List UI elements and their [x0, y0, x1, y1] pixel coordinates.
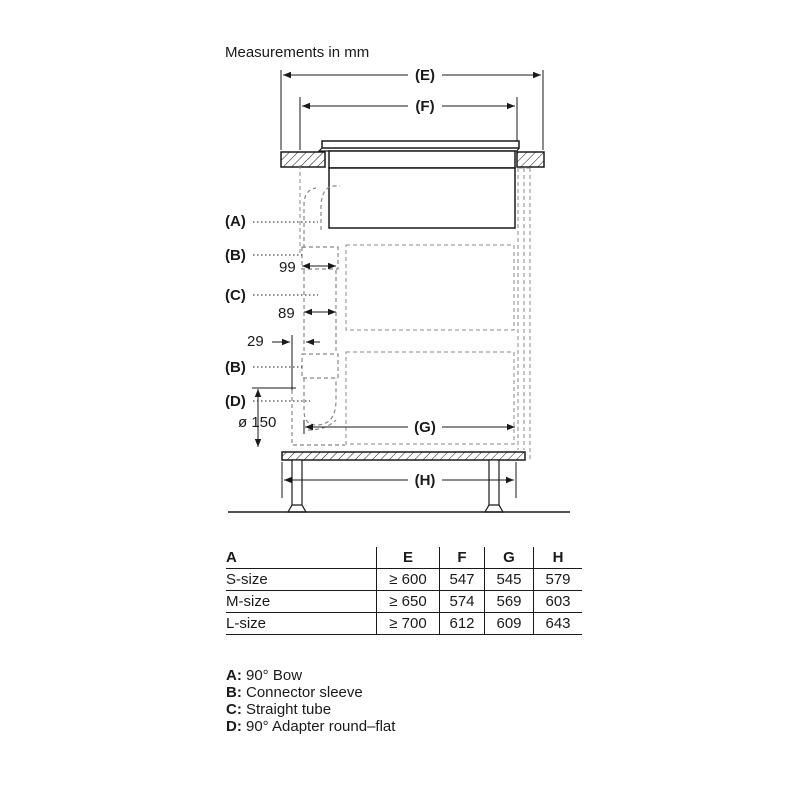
dimension-e	[281, 67, 543, 150]
measure-29: 29	[247, 333, 264, 350]
table-cell: 603	[534, 591, 583, 613]
label-e: (E)	[415, 67, 435, 84]
label-a: (A)	[225, 213, 246, 230]
table-cell: ≥ 600	[377, 569, 440, 591]
table-header-row	[226, 547, 582, 569]
label-d: (D)	[225, 393, 246, 410]
table-cell: M-size	[226, 591, 377, 613]
legend-item	[226, 701, 395, 718]
table-cell: 643	[534, 613, 583, 635]
measure-89: 89	[278, 305, 295, 322]
legend-text: 90° Adapter round–flat	[241, 718, 396, 735]
table-cell: L-size	[226, 613, 377, 635]
legend-item	[226, 718, 395, 735]
legend-item	[226, 667, 395, 684]
caption: Measurements in mm	[225, 44, 370, 61]
parts-legend	[226, 667, 395, 735]
table-row	[226, 569, 582, 591]
table-cell: 574	[440, 591, 485, 613]
hob-unit	[319, 141, 519, 228]
table-header-cell: F	[440, 547, 485, 569]
plinth	[228, 452, 570, 512]
label-f: (F)	[415, 98, 435, 115]
dimension-h	[282, 462, 516, 498]
table-cell: 545	[485, 569, 534, 591]
legend-text: 90° Bow	[241, 667, 303, 684]
table-cell: S-size	[226, 569, 377, 591]
measure-89-group	[278, 305, 336, 322]
table-header-cell: E	[377, 547, 440, 569]
legend-key: B:	[226, 684, 242, 701]
legend-text: Connector sleeve	[241, 684, 363, 701]
measure-diameter: ø 150	[238, 414, 277, 431]
table-row	[226, 591, 582, 613]
table-header-cell: G	[485, 547, 534, 569]
table-cell: ≥ 650	[377, 591, 440, 613]
table-cell: 612	[440, 613, 485, 635]
table-cell: 609	[485, 613, 534, 635]
part-label-a	[225, 213, 318, 230]
measure-29-group	[247, 333, 320, 390]
label-b-upper: (B)	[225, 247, 246, 264]
legend-item	[226, 684, 395, 701]
part-label-b-upper	[225, 247, 336, 276]
table-header-cell: A	[226, 547, 377, 569]
label-h: (H)	[414, 472, 436, 489]
part-label-d	[225, 388, 310, 447]
table-cell: 569	[485, 591, 534, 613]
table-cell: ≥ 700	[377, 613, 440, 635]
table-cell: 579	[534, 569, 583, 591]
label-b-lower: (B)	[225, 359, 246, 376]
legend-key: A:	[226, 667, 242, 684]
dimension-g	[304, 419, 515, 436]
label-c: (C)	[225, 287, 246, 304]
table-row	[226, 613, 582, 635]
legend-key: D:	[226, 718, 242, 735]
table-cell: 547	[440, 569, 485, 591]
legend-key: C:	[226, 701, 242, 718]
label-g: (G)	[414, 419, 436, 436]
legend-text: Straight tube	[241, 701, 332, 718]
dimensions-table	[226, 547, 582, 635]
table-header-cell: H	[534, 547, 583, 569]
part-label-b-lower	[225, 359, 302, 376]
measure-99: 99	[279, 259, 296, 276]
